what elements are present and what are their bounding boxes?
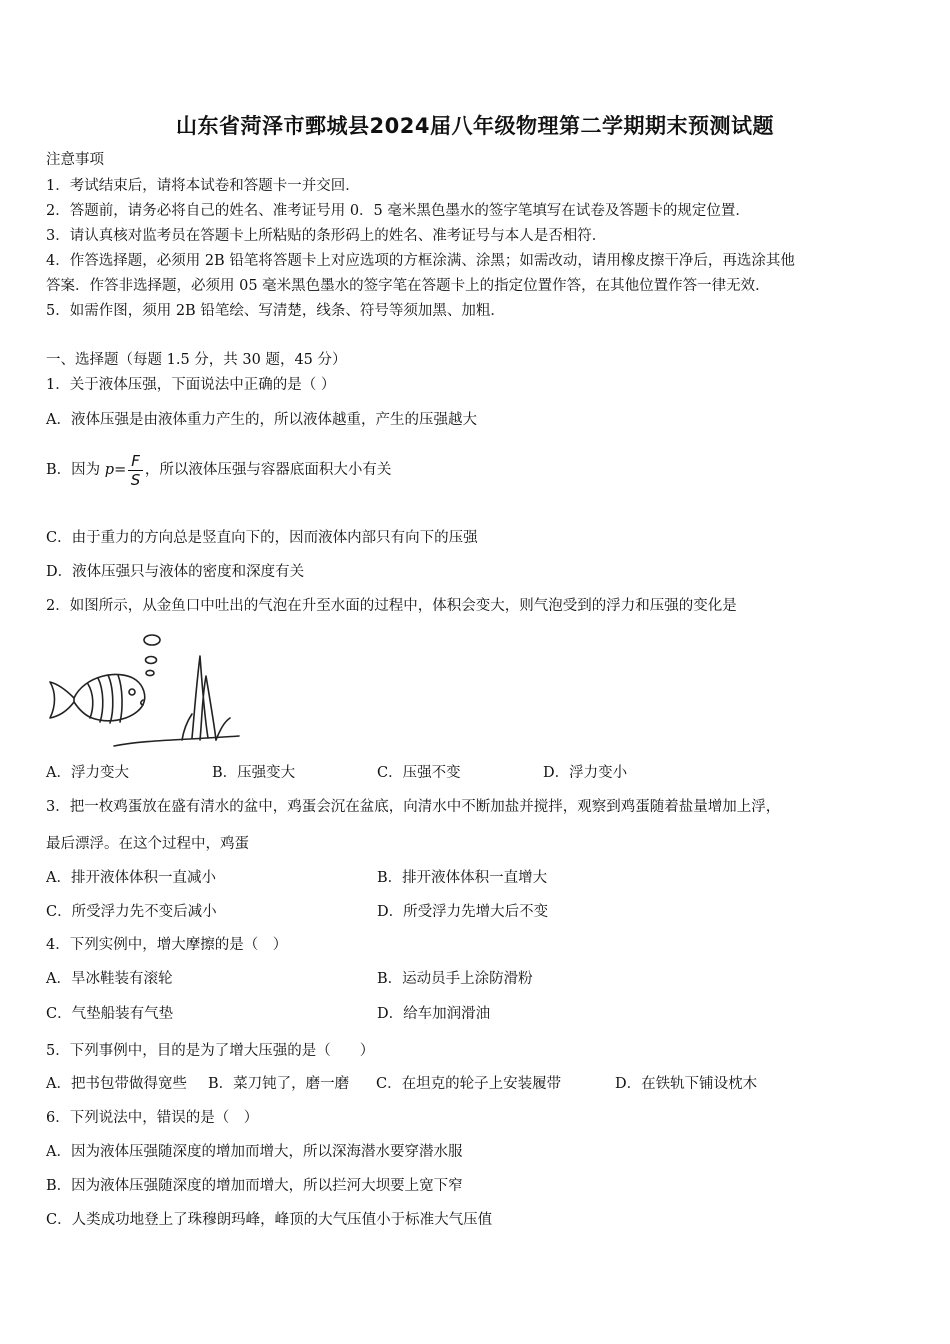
option-b-suffix: ，所以液体压强与容器底面积大小有关 <box>144 462 392 478</box>
question-1-stem: 1．关于液体压强，下面说法中正确的是（ ） <box>46 377 336 393</box>
notice-item: 1．考试结束后，请将本试卷和答题卡一并交回． <box>46 178 360 194</box>
question-5-option-c: C．在坦克的轮子上安装履带 <box>376 1076 562 1092</box>
notice-heading: 注意事项 <box>46 152 104 168</box>
question-4-option-c: C．气垫船装有气垫 <box>46 1006 174 1022</box>
fish-eye <box>129 689 135 695</box>
question-6-option-a: A．因为液体压强随深度的增加而增大，所以深海潜水要穿潜水服 <box>46 1144 463 1160</box>
question-3-option-a: A．排开液体体积一直减小 <box>46 870 216 886</box>
goldfish-bubbles-illustration <box>44 628 244 753</box>
question-3-option-c: C．所受浮力先不变后减小 <box>46 904 217 920</box>
question-1-option-d: D．液体压强只与液体的密度和深度有关 <box>46 564 305 580</box>
seaweed <box>192 656 208 738</box>
fish-stripe <box>118 675 122 722</box>
question-3-option-d: D．所受浮力先增大后不变 <box>377 904 549 920</box>
question-4-option-d: D．给车加润滑油 <box>377 1006 491 1022</box>
fraction-denominator: S <box>130 470 141 489</box>
question-4-stem: 4．下列实例中，增大摩擦的是（ ） <box>46 937 288 953</box>
ground-line <box>114 736 239 746</box>
question-3-stem-cont: 最后漂浮。在这个过程中，鸡蛋 <box>46 836 249 852</box>
question-4-option-b: B．运动员手上涂防滑粉 <box>377 971 533 987</box>
question-5-stem: 5．下列事例中，目的是为了增大压强的是（ ） <box>46 1043 375 1059</box>
question-2-option-b: B．压强变大 <box>212 765 296 781</box>
fish-stripe <box>98 678 103 722</box>
option-b-prefix: B．因为 <box>46 462 105 478</box>
notice-item: 4．作答选择题，必须用 2B 铅笔将答题卡上对应选项的方框涂满、涂黑；如需改动，请用橡皮擦干净后，再选涂其他 <box>46 253 795 269</box>
formula-pressure-var: p <box>104 462 115 478</box>
question-5-option-d: D．在铁轨下铺设枕木 <box>615 1076 758 1092</box>
question-5-option-b: B．菜刀钝了，磨一磨 <box>208 1076 350 1092</box>
fish-stripe <box>108 675 113 723</box>
notice-item: 3．请认真核对监考员在答题卡上所粘贴的条形码上的姓名、准考证号与本人是否相符． <box>46 228 607 244</box>
seaweed <box>182 714 192 740</box>
question-2-option-c: C．压强不变 <box>377 765 461 781</box>
question-2-option-d: D．浮力变小 <box>543 765 628 781</box>
question-2-option-a: A．浮力变大 <box>46 765 129 781</box>
notice-item: 2．答题前，请务必将自己的姓名、准考证号用 0．5 毫米黑色墨水的签字笔填写在试卷及答题卡的规定位置． <box>46 203 750 219</box>
formula-equals: = <box>114 462 127 478</box>
bubble-medium <box>146 657 157 664</box>
question-1-option-a: A．液体压强是由液体重力产生的，所以液体越重，产生的压强越大 <box>46 412 477 428</box>
bubble-small <box>146 670 154 675</box>
question-1-option-c: C．由于重力的方向总是竖直向下的，因而液体内部只有向下的压强 <box>46 530 478 546</box>
question-4-option-a: A．旱冰鞋装有滚轮 <box>46 971 173 987</box>
formula-fraction <box>128 452 143 489</box>
page-title: 山东省菏泽市鄄城县2024届八年级物理第二学期期末预测试题 <box>176 114 774 138</box>
question-3-stem: 3．把一枚鸡蛋放在盛有清水的盆中，鸡蛋会沉在盆底，向清水中不断加盐并搅拌，观察到鸡蛋随着盐量增加上浮， <box>46 799 781 815</box>
question-3-option-b: B．排开液体体积一直增大 <box>377 870 548 886</box>
fish-tail <box>50 682 74 718</box>
fish-body <box>74 674 145 720</box>
question-5-option-a: A．把书包带做得宽些 <box>46 1076 187 1092</box>
question-6-stem: 6．下列说法中，错误的是（ ） <box>46 1110 259 1126</box>
question-2-stem: 2．如图所示，从金鱼口中吐出的气泡在升至水面的过程中，体积会变大，则气泡受到的浮力和压强的变化是 <box>46 598 737 614</box>
fraction-numerator: F <box>131 451 140 470</box>
fish-mouth <box>141 700 143 705</box>
notice-item: 5．如需作图，须用 2B 铅笔绘、写清楚，线条、符号等须加黑、加粗． <box>46 303 505 319</box>
notice-item: 答案．作答非选择题，必须用 05 毫米黑色墨水的签字笔在答题卡上的指定位置作答，在其他位置作答一律无效． <box>46 278 770 294</box>
question-6-option-b: B．因为液体压强随深度的增加而增大，所以拦河大坝要上宽下窄 <box>46 1178 463 1194</box>
question-6-option-c: C．人类成功地登上了珠穆朗玛峰，峰顶的大气压值小于标准大气压值 <box>46 1212 493 1228</box>
bubble-large <box>144 635 160 645</box>
question-1-option-b <box>46 451 391 489</box>
section-heading: 一、选择题（每题 1.5 分，共 30 题，45 分） <box>46 352 347 368</box>
fish-stripe <box>88 684 93 718</box>
